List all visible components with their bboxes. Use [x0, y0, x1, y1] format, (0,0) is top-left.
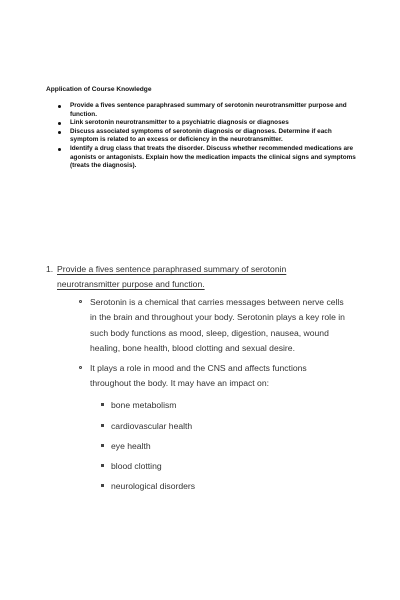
instruction-text: Identify a drug class that treats the disorder. Discuss whether recommended medications are agonists or antagonists. Explain how the medication impacts the clinical signs and symptoms (treats the diagnosis). — [70, 144, 356, 170]
item-number: 1. — [46, 264, 54, 274]
square-bullet-icon — [101, 484, 104, 487]
answer-point — [79, 295, 346, 357]
impact-item — [101, 476, 346, 496]
answer-heading: Provide a fives sentence paraphrased summary of serotonin neurotransmitter purpose and function. — [57, 264, 287, 289]
impact-text: neurological disorders — [111, 481, 196, 492]
answer-list — [46, 262, 346, 500]
instruction-text: Discuss associated symptoms of serotonin diagnosis or diagnoses. Determine if each symptom is related to an excess or deficiency in the neurotransmitter. — [70, 127, 332, 144]
impact-list — [90, 395, 346, 496]
square-bullet-icon — [101, 424, 104, 427]
impact-item — [101, 436, 346, 456]
impact-item — [101, 395, 346, 415]
circle-bullet-icon — [79, 366, 82, 369]
answer-item — [46, 262, 346, 496]
answer-point-text: It plays a role in mood and the CNS and affects functions throughout the body. It may have an impact on: — [90, 362, 307, 389]
bullet-icon — [58, 131, 61, 134]
bullet-icon — [58, 148, 61, 151]
bullet-icon — [58, 105, 61, 108]
impact-text: cardiovascular health — [111, 420, 193, 431]
impact-item — [101, 416, 346, 436]
impact-text: blood clotting — [111, 461, 162, 472]
answer-points — [57, 295, 346, 496]
square-bullet-icon — [101, 403, 104, 406]
instruction-item — [58, 128, 358, 145]
instruction-text: Link serotonin neurotransmitter to a psychiatric diagnosis or diagnoses — [70, 119, 289, 127]
circle-bullet-icon — [79, 300, 82, 303]
answer-point — [79, 361, 346, 497]
instruction-item — [58, 102, 358, 119]
instruction-item — [58, 119, 358, 128]
bullet-icon — [58, 122, 61, 125]
section-title: Application of Course Knowledge — [46, 86, 152, 93]
instructions-list — [58, 102, 358, 171]
impact-text: bone metabolism — [111, 400, 177, 411]
square-bullet-icon — [101, 444, 104, 447]
impact-text: eye health — [111, 440, 151, 451]
instruction-item — [58, 145, 358, 171]
instruction-text: Provide a fives sentence paraphrased summary of serotonin neurotransmitter purpose and function. — [70, 102, 347, 118]
impact-item — [101, 456, 346, 476]
answer-point-text: Serotonin is a chemical that carries messages between nerve cells in the brain and throughout your body. Serotonin plays a key role in such body functions as mood, sleep, digestion, nausea, wound healing, bone health, blood clotting and sexual desire. — [90, 297, 345, 354]
square-bullet-icon — [101, 464, 104, 467]
